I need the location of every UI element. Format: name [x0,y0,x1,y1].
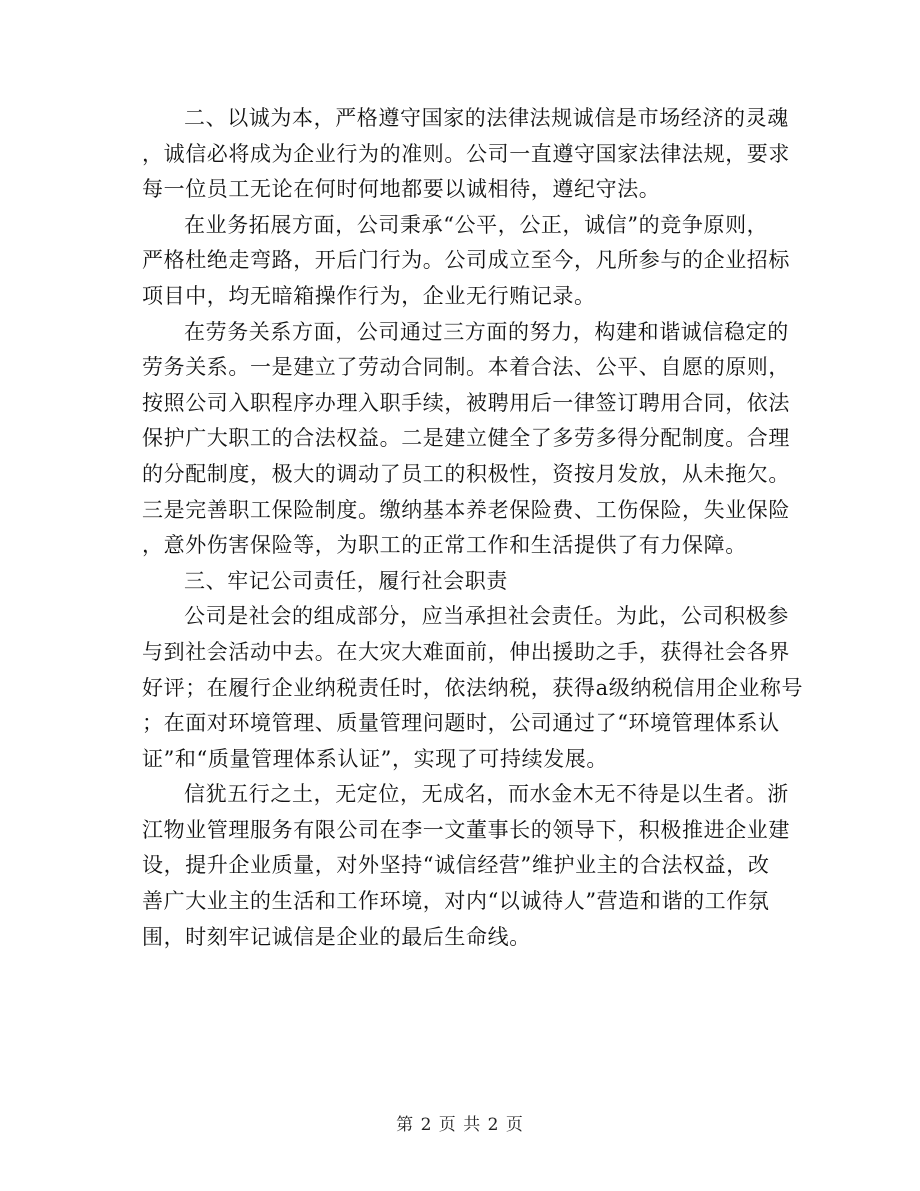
text-line: 江物业管理服务有限公司在李一文董事长的领导下，积极推进企业建 [142,817,790,842]
text-line: 公司是社会的组成部分，应当承担社会责任。为此，公司积极参 [184,604,789,629]
text-line: 严格杜绝走弯路，开后门行为。公司成立至今，凡所参与的企业招标 [142,248,790,273]
text-line: 好评；在履行企业纳税责任时，依法纳税，获得a级纳税信用企业称号 [142,675,804,700]
text-line: 在劳务关系方面，公司通过三方面的努力，构建和谐诚信稳定的 [184,319,789,344]
text-line: ，意外伤害保险等，为职工的正常工作和生活提供了有力保障。 [142,533,747,558]
page-number-footer: 第 2 页 共 2 页 [396,1115,524,1135]
text-line: 项目中，均无暗箱操作行为，企业无行贿记录。 [142,283,596,308]
text-line: ；在面对环境管理、质量管理问题时，公司通过了“环境管理体系认 [142,711,780,736]
text-line: 设，提升企业质量，对外坚持“诚信经营”维护业主的合法权益，改 [142,853,770,878]
section-heading: 三、牢记公司责任，履行社会职责 [184,568,508,593]
text-line: 善广大业主的生活和工作环境，对内“以诚待人”营造和谐的工作氛 [142,889,770,914]
text-line: 三是完善职工保险制度。缴纳基本养老保险费、工伤保险，失业保险 [142,497,790,522]
text-line: ，诚信必将成为企业行为的准则。公司一直遵守国家法律法规，要求 [142,141,790,166]
text-line: 在业务拓展方面，公司秉承“公平，公正，诚信”的竞争原则， [184,212,769,237]
text-line: 的分配制度，极大的调动了员工的积极性，资按月发放，从未拖欠。 [142,461,790,486]
text-line: 每一位员工无论在何时何地都要以诚相待，遵纪守法。 [142,177,661,202]
text-line: 围，时刻牢记诚信是企业的最后生命线。 [142,924,531,949]
text-line: 劳务关系。一是建立了劳动合同制。本着合法、公平、自愿的原则， [142,355,790,380]
text-line: 信犹五行之土，无定位，无成名，而水金木无不待是以生者。浙 [184,782,789,807]
text-line: 二、以诚为本，严格遵守国家的法律法规诚信是市场经济的灵魂 [184,106,789,130]
text-line: 证”和“质量管理体系认证”，实现了可持续发展。 [142,746,609,771]
text-line: 与到社会活动中去。在大灾大难面前，伸出援助之手，获得社会各界 [142,639,790,664]
text-line: 保护广大职工的合法权益。二是建立健全了多劳多得分配制度。合理 [142,426,790,451]
document-body [142,101,804,955]
text-line: 按照公司入职程序办理入职手续，被聘用后一律签订聘用合同，依法 [142,390,790,415]
